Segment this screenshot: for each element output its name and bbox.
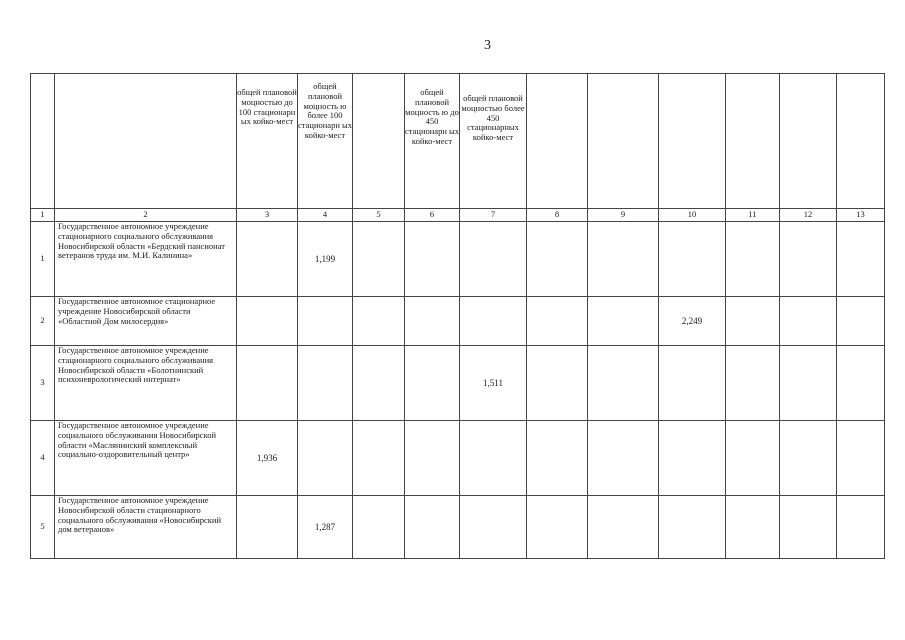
- column-number: 11: [726, 209, 780, 222]
- cell-col-10: [659, 496, 726, 559]
- cell-col-4: [298, 346, 353, 421]
- cell-col-5: [353, 496, 405, 559]
- column-number: 6: [405, 209, 460, 222]
- cell-col-11: [726, 346, 780, 421]
- table-row: [31, 421, 885, 496]
- column-number: 4: [298, 209, 353, 222]
- column-number: 9: [588, 209, 659, 222]
- cell-col-10: [659, 222, 726, 297]
- row-number: 3: [31, 346, 55, 421]
- column-number: 13: [837, 209, 885, 222]
- institution-name: Государственное автономное стационарное учреждение Новосибирской области «Областной Дом милосердия»: [55, 297, 237, 346]
- page-number: 3: [484, 38, 491, 53]
- cell-col-3: [237, 346, 298, 421]
- cell-col-7: [460, 297, 527, 346]
- cell-col-7: [460, 421, 527, 496]
- column-number: 1: [31, 209, 55, 222]
- cell-col-8: [527, 297, 588, 346]
- institutions-table: [30, 73, 885, 559]
- cell-col-13: [837, 346, 885, 421]
- header-cell-1: [31, 74, 55, 209]
- cell-col-10: 2,249: [659, 297, 726, 346]
- cell-col-3: [237, 496, 298, 559]
- cell-col-3: [237, 222, 298, 297]
- cell-col-12: [780, 222, 837, 297]
- cell-col-9: [588, 496, 659, 559]
- cell-col-13: [837, 496, 885, 559]
- cell-col-9: [588, 297, 659, 346]
- header-cell-10: [659, 74, 726, 209]
- column-number: 10: [659, 209, 726, 222]
- cell-col-6: [405, 297, 460, 346]
- cell-col-11: [726, 222, 780, 297]
- institution-name: Государственное автономное учреждение Новосибирской области стационарного социального обслуживания «Новосибирский дом ветеранов»: [55, 496, 237, 559]
- cell-col-3: 1,936: [237, 421, 298, 496]
- cell-col-3: [237, 297, 298, 346]
- table-row: [31, 346, 885, 421]
- cell-col-9: [588, 346, 659, 421]
- table-header-row: [31, 74, 885, 209]
- cell-col-4: [298, 421, 353, 496]
- row-number: 2: [31, 297, 55, 346]
- table-row: [31, 222, 885, 297]
- cell-col-5: [353, 346, 405, 421]
- cell-col-5: [353, 297, 405, 346]
- cell-col-7: [460, 496, 527, 559]
- column-number: 7: [460, 209, 527, 222]
- cell-col-8: [527, 496, 588, 559]
- column-number: 12: [780, 209, 837, 222]
- cell-col-12: [780, 346, 837, 421]
- cell-col-9: [588, 421, 659, 496]
- cell-col-13: [837, 222, 885, 297]
- row-number: 5: [31, 496, 55, 559]
- cell-col-13: [837, 297, 885, 346]
- row-number: 4: [31, 421, 55, 496]
- header-cell-12: [780, 74, 837, 209]
- cell-col-6: [405, 421, 460, 496]
- column-number: 3: [237, 209, 298, 222]
- cell-col-12: [780, 421, 837, 496]
- cell-col-9: [588, 222, 659, 297]
- cell-col-6: [405, 346, 460, 421]
- cell-col-11: [726, 297, 780, 346]
- header-cell-13: [837, 74, 885, 209]
- header-cell-3: общей плановой моцностью до 100 стационарн ых койко-мест: [237, 74, 298, 209]
- header-cell-8: [527, 74, 588, 209]
- cell-col-5: [353, 421, 405, 496]
- cell-col-8: [527, 346, 588, 421]
- header-cell-11: [726, 74, 780, 209]
- cell-col-8: [527, 222, 588, 297]
- column-number: 5: [353, 209, 405, 222]
- column-number: 8: [527, 209, 588, 222]
- row-number: 1: [31, 222, 55, 297]
- cell-col-4: 1,287: [298, 496, 353, 559]
- cell-col-6: [405, 222, 460, 297]
- header-cell-6: общей плановой моцность ю до 450 стационарн ых койко-мест: [405, 74, 460, 209]
- cell-col-11: [726, 496, 780, 559]
- cell-col-13: [837, 421, 885, 496]
- cell-col-12: [780, 297, 837, 346]
- cell-col-10: [659, 421, 726, 496]
- column-number: 2: [55, 209, 237, 222]
- cell-col-12: [780, 496, 837, 559]
- table-row: [31, 496, 885, 559]
- header-cell-5: [353, 74, 405, 209]
- cell-col-4: [298, 297, 353, 346]
- header-cell-4: общей плановой моцность ю более 100 стационарн ых койко-мест: [298, 74, 353, 209]
- column-numbers-row: [31, 209, 885, 222]
- cell-col-6: [405, 496, 460, 559]
- cell-col-8: [527, 421, 588, 496]
- cell-col-7: 1,511: [460, 346, 527, 421]
- institution-name: Государственное автономное учреждение стационарного социального обслуживания Новосибирской области «Болотнинский психоневрологический интернат»: [55, 346, 237, 421]
- cell-col-10: [659, 346, 726, 421]
- cell-col-4: 1,199: [298, 222, 353, 297]
- cell-col-11: [726, 421, 780, 496]
- table-row: [31, 297, 885, 346]
- header-cell-9: [588, 74, 659, 209]
- institution-name: Государственное автономное учреждение стационарного социального обслуживания Новосибирской области «Бердский пансионат ветеранов труда им. М.И. Калинина»: [55, 222, 237, 297]
- institution-name: Государственное автономное учреждение социального обслуживания Новосибирской области «Маслянинский комплексный социально-оздоровительный центр»: [55, 421, 237, 496]
- header-cell-7: общей плановой моцностью более 450 стационарных койко-мест: [460, 74, 527, 209]
- cell-col-7: [460, 222, 527, 297]
- cell-col-5: [353, 222, 405, 297]
- header-cell-2: [55, 74, 237, 209]
